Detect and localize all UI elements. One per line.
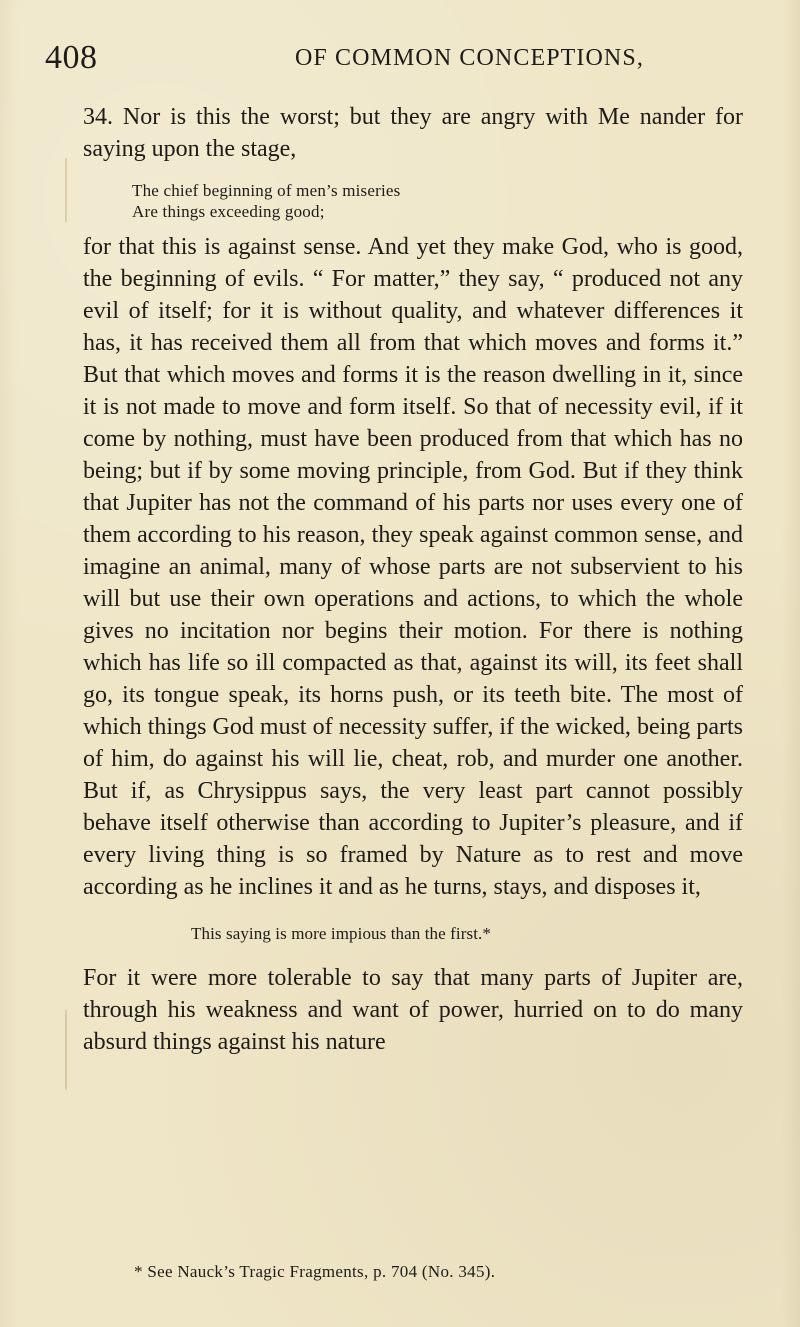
verse-quotation [132,180,743,222]
verse-line-1: The chief beginning of men’s miseries [132,181,401,200]
page-content [83,101,743,1058]
footnote: * See Nauck’s Tragic Fragments, p. 704 (No. 345). [134,1262,496,1281]
margin-mark-bottom [65,1010,67,1090]
page-number: 408 [45,39,98,76]
quoted-note-line: This saying is more impious than the first.* [191,924,491,943]
closing-paragraph: For it were more tolerable to say that many parts of Jupiter are, through his weakness and want of power, hurried on to do many absurd things against his nature [83,965,743,1055]
verse-line-2: Are things exceeding good; [132,202,325,221]
right-page-shadow [782,0,800,1327]
page-header [45,38,741,78]
opening-paragraph: 34. Nor is this the worst; but they are angry with Me nander for saying upon the stage, [83,104,743,162]
left-page-shadow [0,0,18,1327]
main-paragraph: for that this is against sense. And yet they make God, who is good, the beginning of evils. “ For matter,” they say, “ produced not any evil of itself; for it is without quality, and whatever differences it has, it has received them all from that which moves and forms it.” But that which moves and forms it is the reason dwelling in it, since it is not made to move and form itself. So that of necessity evil, if it come by nothing, must have been produced from that which has no being; but if by some moving principle, from God. But if they think that Jupiter has not the command of his parts nor uses every one of them according to his reason, they speak against common sense, and imagine an animal, many of whose parts are not subservient to his will but use their own operations and actions, to which the whole gives no incitation nor begins their motion. For there is nothing which has life so ill compacted as that, against its will, its feet shall go, its tongue speak, its horns push, or its teeth bite. The most of which things God must of necessity suffer, if the wicked, being parts of him, do against his will lie, cheat, rob, and murder one another. But if, as Chrysippus says, the very least part cannot possibly behave itself otherwise than according to Jupiter’s pleasure, and if every living thing is so framed by Nature as to rest and move according as he inclines it and as he turns, stays, and disposes it, [83,234,743,900]
running-head: OF COMMON CONCEPTIONS, [295,45,644,71]
margin-mark-top [65,158,67,222]
